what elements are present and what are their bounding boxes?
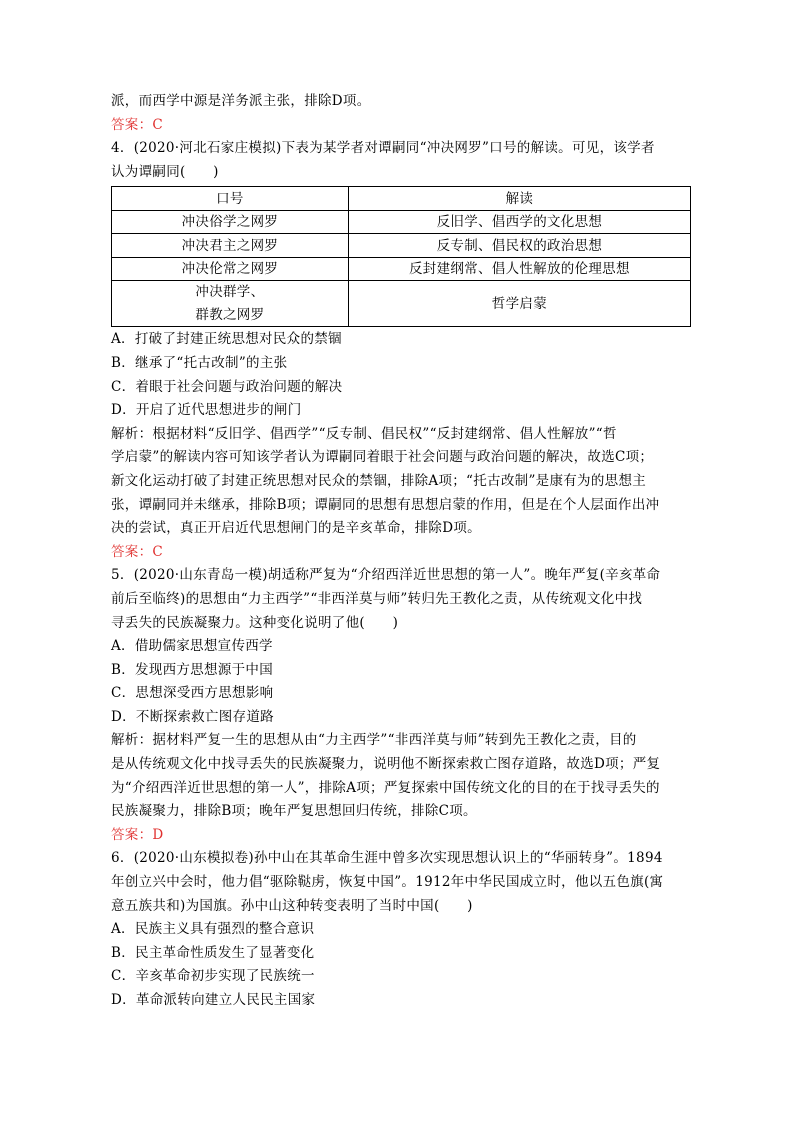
q5-option-d: D．不断探索救亡图存道路 (111, 708, 274, 725)
table-row (112, 234, 691, 258)
q3-analysis-tail: 派，而西学中源是洋务派主张，排除D项。 (111, 93, 371, 109)
q6-stem-line-3: 意五族共和)为国旗。孙中山这种转变表明了当时中国( ) (111, 897, 473, 914)
q5-stem-line-1: 5．(2020·山东青岛一模)胡适称严复为“介绍西洋近世思想的第一人”。晚年严复(辛亥革命 (111, 567, 661, 584)
q6-option-a: A．民族主义具有强烈的整合意识 (111, 921, 315, 938)
table-cell-meaning: 哲学启蒙 (348, 281, 690, 327)
q5-option-a: A．借助儒家思想宣传西学 (111, 638, 273, 655)
q4-analysis-line-5: 决的尝试，真正开启近代思想闸门的是辛亥革命，排除D项。 (111, 520, 481, 537)
q6-stem-line-2: 年创立兴中会时，他力倡“驱除鞑虏，恢复中国”。1912年中华民国成立时，他以五色旗(寓 (111, 874, 664, 891)
q5-stem-line-3: 寻丢失的民族凝聚力。这种变化说明了他( ) (111, 614, 399, 631)
q5-option-b: B．发现西方思想源于中国 (111, 661, 274, 678)
table-header-meaning: 解读 (348, 187, 690, 211)
table-cell-slogan (112, 281, 349, 327)
q5-option-c: C．思想深受西方思想影响 (111, 685, 274, 702)
table-cell-meaning: 反旧学、倡西学的文化思想 (348, 210, 690, 234)
q4-option-a: A．打破了封建正统思想对民众的禁锢 (111, 331, 342, 348)
q4-analysis-line-1: 解析：根据材料“反旧学、倡西学”“反专制、倡民权”“反封建纲常、倡人性解放”“哲 (111, 425, 617, 442)
table-header-slogan: 口号 (112, 187, 349, 211)
table-cell-slogan-line-2: 群教之网罗 (195, 306, 265, 323)
q5-analysis-line-1: 解析：据材料严复一生的思想从由“力主西学”“非西洋莫与师”转到先王教化之责，目的 (111, 732, 637, 749)
q5-analysis-line-2: 是从传统观文化中找寻丢失的民族凝聚力，说明他不断探索救亡图存道路，故选D项；严复 (111, 756, 661, 773)
q4-analysis-line-3: 新文化运动打破了封建正统思想对民众的禁锢，排除A项；“托古改制”是康有为的思想主 (111, 472, 647, 489)
q6-option-b: B．民主革命性质发生了显著变化 (111, 944, 315, 961)
question-4 (111, 137, 691, 564)
q6-option-d: D．革命派转向建立人民民主国家 (111, 992, 316, 1008)
table-row (112, 210, 691, 234)
q4-option-d: D．开启了近代思想进步的闸门 (111, 402, 302, 419)
table-cell-slogan: 冲决伦常之网罗 (112, 257, 349, 281)
table-cell-meaning: 反封建纲常、倡人性解放的伦理思想 (348, 257, 690, 281)
table-cell-slogan: 冲决俗学之网罗 (112, 210, 349, 234)
document-page (111, 90, 691, 1013)
table-cell-meaning: 反专制、倡民权的政治思想 (348, 234, 690, 258)
q4-option-b: B．继承了“托古改制”的主张 (111, 354, 288, 371)
q4-table (111, 186, 691, 327)
q4-stem-line-2: 认为谭嗣同( ) (111, 163, 219, 180)
q5-stem-line-2: 前后至临终)的思想由“力主西学”“非西洋莫与师”转归先王教化之责，从传统观文化中找 (111, 590, 643, 607)
q4-analysis-line-2: 学启蒙”的解读内容可知该学者认为谭嗣同着眼于社会问题与政治问题的解决，故选C项； (111, 449, 654, 466)
q4-option-c: C．着眼于社会问题与政治问题的解决 (111, 378, 343, 395)
q4-answer: 答案：C (111, 543, 164, 560)
table-row (112, 281, 691, 327)
table-header-row (112, 187, 691, 211)
q6-stem-line-1: 6．(2020·山东模拟卷)孙中山在其革命生涯中曾多次实现思想认识上的“华丽转身”。1894 (111, 850, 663, 867)
table-cell-slogan-line-1: 冲决群学、 (195, 284, 265, 301)
q3-answer: 答案：C (111, 116, 164, 133)
q5-analysis-line-3: 为“介绍西洋近世思想的第一人”，排除A项；严复探索中国传统文化的目的在于找寻丢失的 (111, 779, 660, 796)
q5-answer: 答案：D (111, 826, 164, 843)
q5-analysis-line-4: 民族凝聚力，排除B项；晚年严复思想回归传统，排除C项。 (111, 803, 477, 820)
table-row (112, 257, 691, 281)
table-cell-slogan: 冲决君主之网罗 (112, 234, 349, 258)
question-5 (111, 564, 691, 847)
q4-stem-line-1: 4．(2020·河北石家庄模拟)下表为某学者对谭嗣同“冲决网罗”口号的解读。可见，该学者 (111, 140, 655, 157)
question-6 (111, 847, 691, 1012)
q4-analysis-line-4: 张，谭嗣同并未继承，排除B项；谭嗣同的思想有思想启蒙的作用，但是在个人层面作出冲 (111, 496, 660, 513)
q6-option-c: C．辛亥革命初步实现了民族统一 (111, 968, 315, 985)
